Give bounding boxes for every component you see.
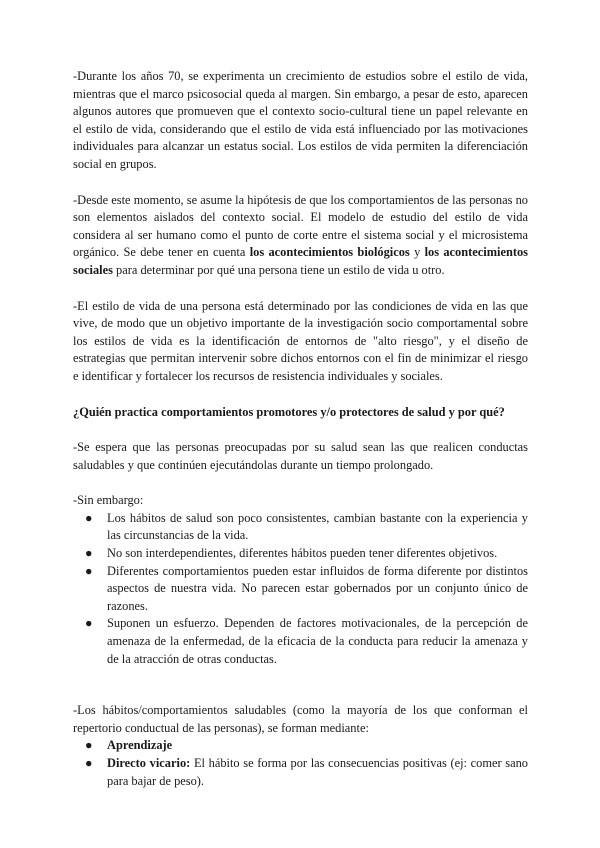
bullet-icon: ● — [85, 738, 93, 753]
list-item-text: No son interdependientes, diferentes hábitos pueden tener diferentes objetivos. — [107, 546, 498, 561]
paragraph-2 — [73, 192, 528, 280]
list-item — [85, 615, 528, 668]
bullet-icon: ● — [85, 510, 93, 525]
bullet-list-2 — [73, 737, 528, 790]
paragraph-2-bold-a: los acontecimientos biológicos — [249, 245, 410, 260]
bullet-list-1 — [73, 510, 528, 668]
bullet-icon: ● — [85, 756, 93, 770]
paragraph-3: -El estilo de vida de una persona está determinado por las condiciones de vida en las que vive, de modo que un objetivo importante de la investigación socio comportamental sobre los estilos de vida es la identificación de entornos de "alto riesgo", y el diseño de estrategias que permitan intervenir sobre dichos entornos con el fin de minimizar el riesgo e identificar y fortalecer los recursos de resistencia individuales y sociales. — [73, 298, 528, 383]
list-item-text: Diferentes comportamientos pueden estar influidos de forma diferente por distintos aspectos de nuestra vida. No parecen estar gobernados por un conjunto único de razones. — [107, 563, 528, 613]
bullet-icon: ● — [85, 546, 93, 561]
bullet-icon: ● — [85, 616, 93, 631]
list-item-text: Suponen un esfuerzo. Dependen de factores motivacionales, de la percepción de amenaza de la enfermedad, de la eficacia de la conducta para reducir la amenaza y de la atracción de otras conductas. — [107, 616, 528, 666]
paragraph-2-text-c: para determinar por qué una persona tiene un estilo de vida u otro. — [112, 262, 445, 277]
bullet-icon: ● — [85, 563, 93, 578]
paragraph-1: -Durante los años 70, se experimenta un crecimiento de estudios sobre el estilo de vida, mientras que el marco psicosocial queda al margen. Sin embargo, a pesar de esto, aparecen algunos autores que promueven que el contexto socio-cultural tiene un papel relevante en el estilo de vida, considerando que el estilo de vida está influenciado por las motivaciones individuales para alcanzar un estatus social. Los estilos de vida permiten la diferenciación social en grupos. — [73, 69, 528, 171]
list-item-bold: Aprendizaje — [107, 738, 173, 753]
list-item — [85, 737, 528, 755]
paragraph-2-text-a: -Desde este momento, se asume la hipótesis de que los comportamientos de las personas no son elementos aislados del contexto social. El modelo de estudio del estilo de vida considera al ser humano como el punto de corte entre el sistema social y el microsistema orgánico. Se debe tener en cuenta — [73, 192, 528, 260]
list-item-bold: Directo vicario: — [107, 756, 191, 770]
list-item-text: El hábito se forma por las consecuencias positivas (ej: comer sano para bajar de peso). — [107, 756, 528, 788]
paragraph-4: -Se espera que las personas preocupadas por su salud sean las que realicen conductas saludables y que continúen ejecutándolas durante un tiempo prolongado. — [73, 440, 528, 472]
list-item — [85, 510, 528, 545]
list-item-text: Los hábitos de salud son poco consistentes, cambian bastante con la experiencia y las circunstancias de la vida. — [107, 510, 528, 543]
paragraph-6: -Los hábitos/comportamientos saludables (como la mayoría de los que conforman el repertorio conductual de las personas), se forman mediante: — [73, 703, 528, 735]
section-heading: ¿Quién practica comportamientos promotores y/o protectores de salud y por qué? — [73, 404, 505, 419]
paragraph-5-intro: -Sin embargo: — [73, 493, 144, 508]
paragraph-2-text-b: y — [409, 245, 425, 260]
paragraph-2-bold-b: los acontecimientos sociales — [73, 245, 528, 277]
list-item — [85, 545, 528, 563]
list-item — [85, 755, 528, 790]
list-item — [85, 563, 528, 616]
